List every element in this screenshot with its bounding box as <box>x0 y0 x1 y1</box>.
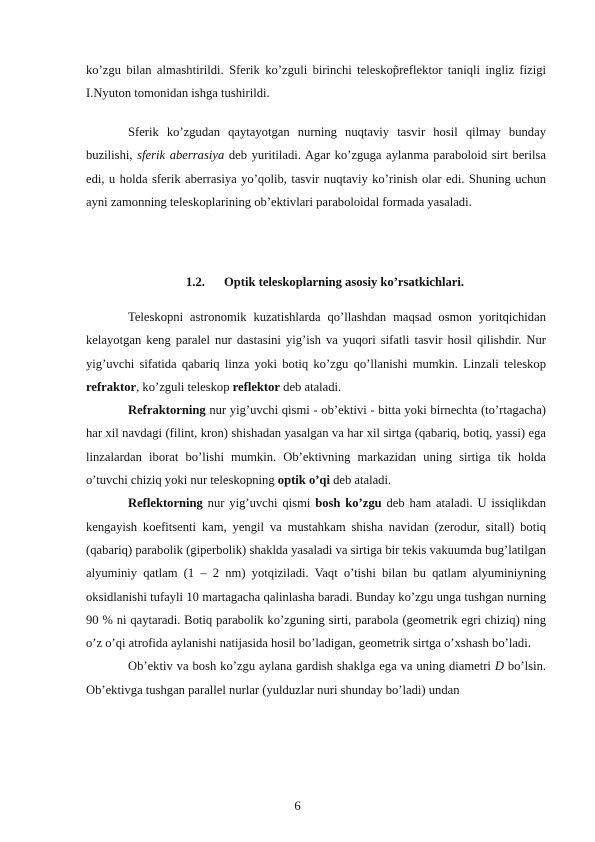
paragraph-telescope-purpose <box>86 306 546 399</box>
page-number: 6 <box>294 799 301 813</box>
paragraph-spherical-aberration <box>86 121 546 214</box>
text-run: , ko’zguli teleskop <box>136 379 233 394</box>
text-run: bo’lsin. Ob’ektivga tushgan parallel nurlar (yulduzlar nuri shunday bo’ladi) undan <box>86 659 547 697</box>
term-reflektor: reflektor <box>232 379 280 394</box>
term-refraktorning: Refraktorning <box>128 403 206 418</box>
term-bosh-kozgu: bosh ko’zgu <box>315 496 382 511</box>
text-run: deb yuritiladi. Agar ko’zguga aylanma paraboloid sirt berilsa edi, u holda sferik aberrasiya yo’qolib, tasvir nuqtaviy ko’rinish olar edi. Shuning uchun ayni zamonning teleskoplarining ob’ektivlari paraboloidal formada yasaladi. <box>86 148 546 209</box>
section-title: Optik teleskoplarning asosiy ko’rsatkichlari. <box>224 275 465 289</box>
term-reflektorning: Reflektorning <box>128 496 203 511</box>
paragraph-refractor <box>86 399 546 492</box>
paragraph-text: ko’zgu bilan almashtirildi. Sferik ko’zguli birinchi teleskop̃reflektor taniqli ingliz fizigi I.Nyuton tomonidan ishga tushirildi. <box>86 63 546 101</box>
text-run: nur yig’uvchi qismi - ob’ektivi - bitta yoki birnechta (to’rtagacha) har xil navdagi (filint, kron) shishadan yasalgan va har xil sirtga (qabariq, botiq, yassi) ega linzalardan iborat bo’lishi mumkin. Ob’ektivning markazidan uning sirtiga tik holda o’tuvchi chiziq yoki nur teleskopning <box>86 403 546 488</box>
text-run: deb ataladi. <box>329 473 392 488</box>
symbol-d: D <box>494 659 504 674</box>
text-run: Teleskopni astronomik kuzatishlarda qo’llashdan maqsad osmon yoritqichidan kelayotgan keng paralel nur dastasini yig’ish va yuqori sifatli tasvir hosil qilishdir. Nur yig’uvchi sifatida qabariq linza yoki botiq ko’zgu qo’llanishi mumkin. Linzali teleskop <box>86 310 546 371</box>
term-spherical-aberration: sferik aberrasiya <box>137 148 225 163</box>
paragraph-continuation <box>86 59 546 106</box>
section-number: 1.2. <box>186 275 205 289</box>
term-optik-oqi: optik o’qi <box>277 473 330 488</box>
section-heading <box>186 275 464 290</box>
section-body <box>86 306 546 702</box>
term-refraktor: refraktor <box>86 379 137 394</box>
text-run: Sferik ko’zgudan qaytayotgan nurning nuqtaviy tasvir hosil qilmay bunday buzilishi, <box>86 125 546 163</box>
paragraph-reflector <box>86 492 546 655</box>
text-run: deb ataladi. <box>280 379 342 394</box>
text-run: Ob’ektiv va bosh ko’zgu aylana gardish shaklga ega va uning diametri <box>128 659 495 674</box>
paragraph-objective-diameter <box>86 655 546 702</box>
text-run: nur yig’uvchi qismi <box>202 496 316 511</box>
text-run: deb ham ataladi. U issiqlikdan kengayish koefitsenti kam, yengil va mustahkam shisha navidan (zerodur, sitall) botiq (qabariq) parabolik (giperbolik) shaklda yasaladi va sirtiga bir tekis vakuumda bug’latilgan alyuminiy qatlam (1 – 2 nm) yotqiziladi. Vaqt o’tishi bilan bu qatlam alyuminiyning oksidlanishi tufayli 10 martagacha qalinlasha baradi. Bunday ko’zgu unga tushgan nurning 90 % ni qaytaradi. Botiq parabolik ko’zguning sirti, parabola (geometrik egri chiziq) ning o’z o’qi atrofida aylanishi natijasida hosil bo’ladigan, geometrik sirtga o’xshash bo’ladi. <box>86 496 546 651</box>
paragraph-text <box>86 121 546 214</box>
